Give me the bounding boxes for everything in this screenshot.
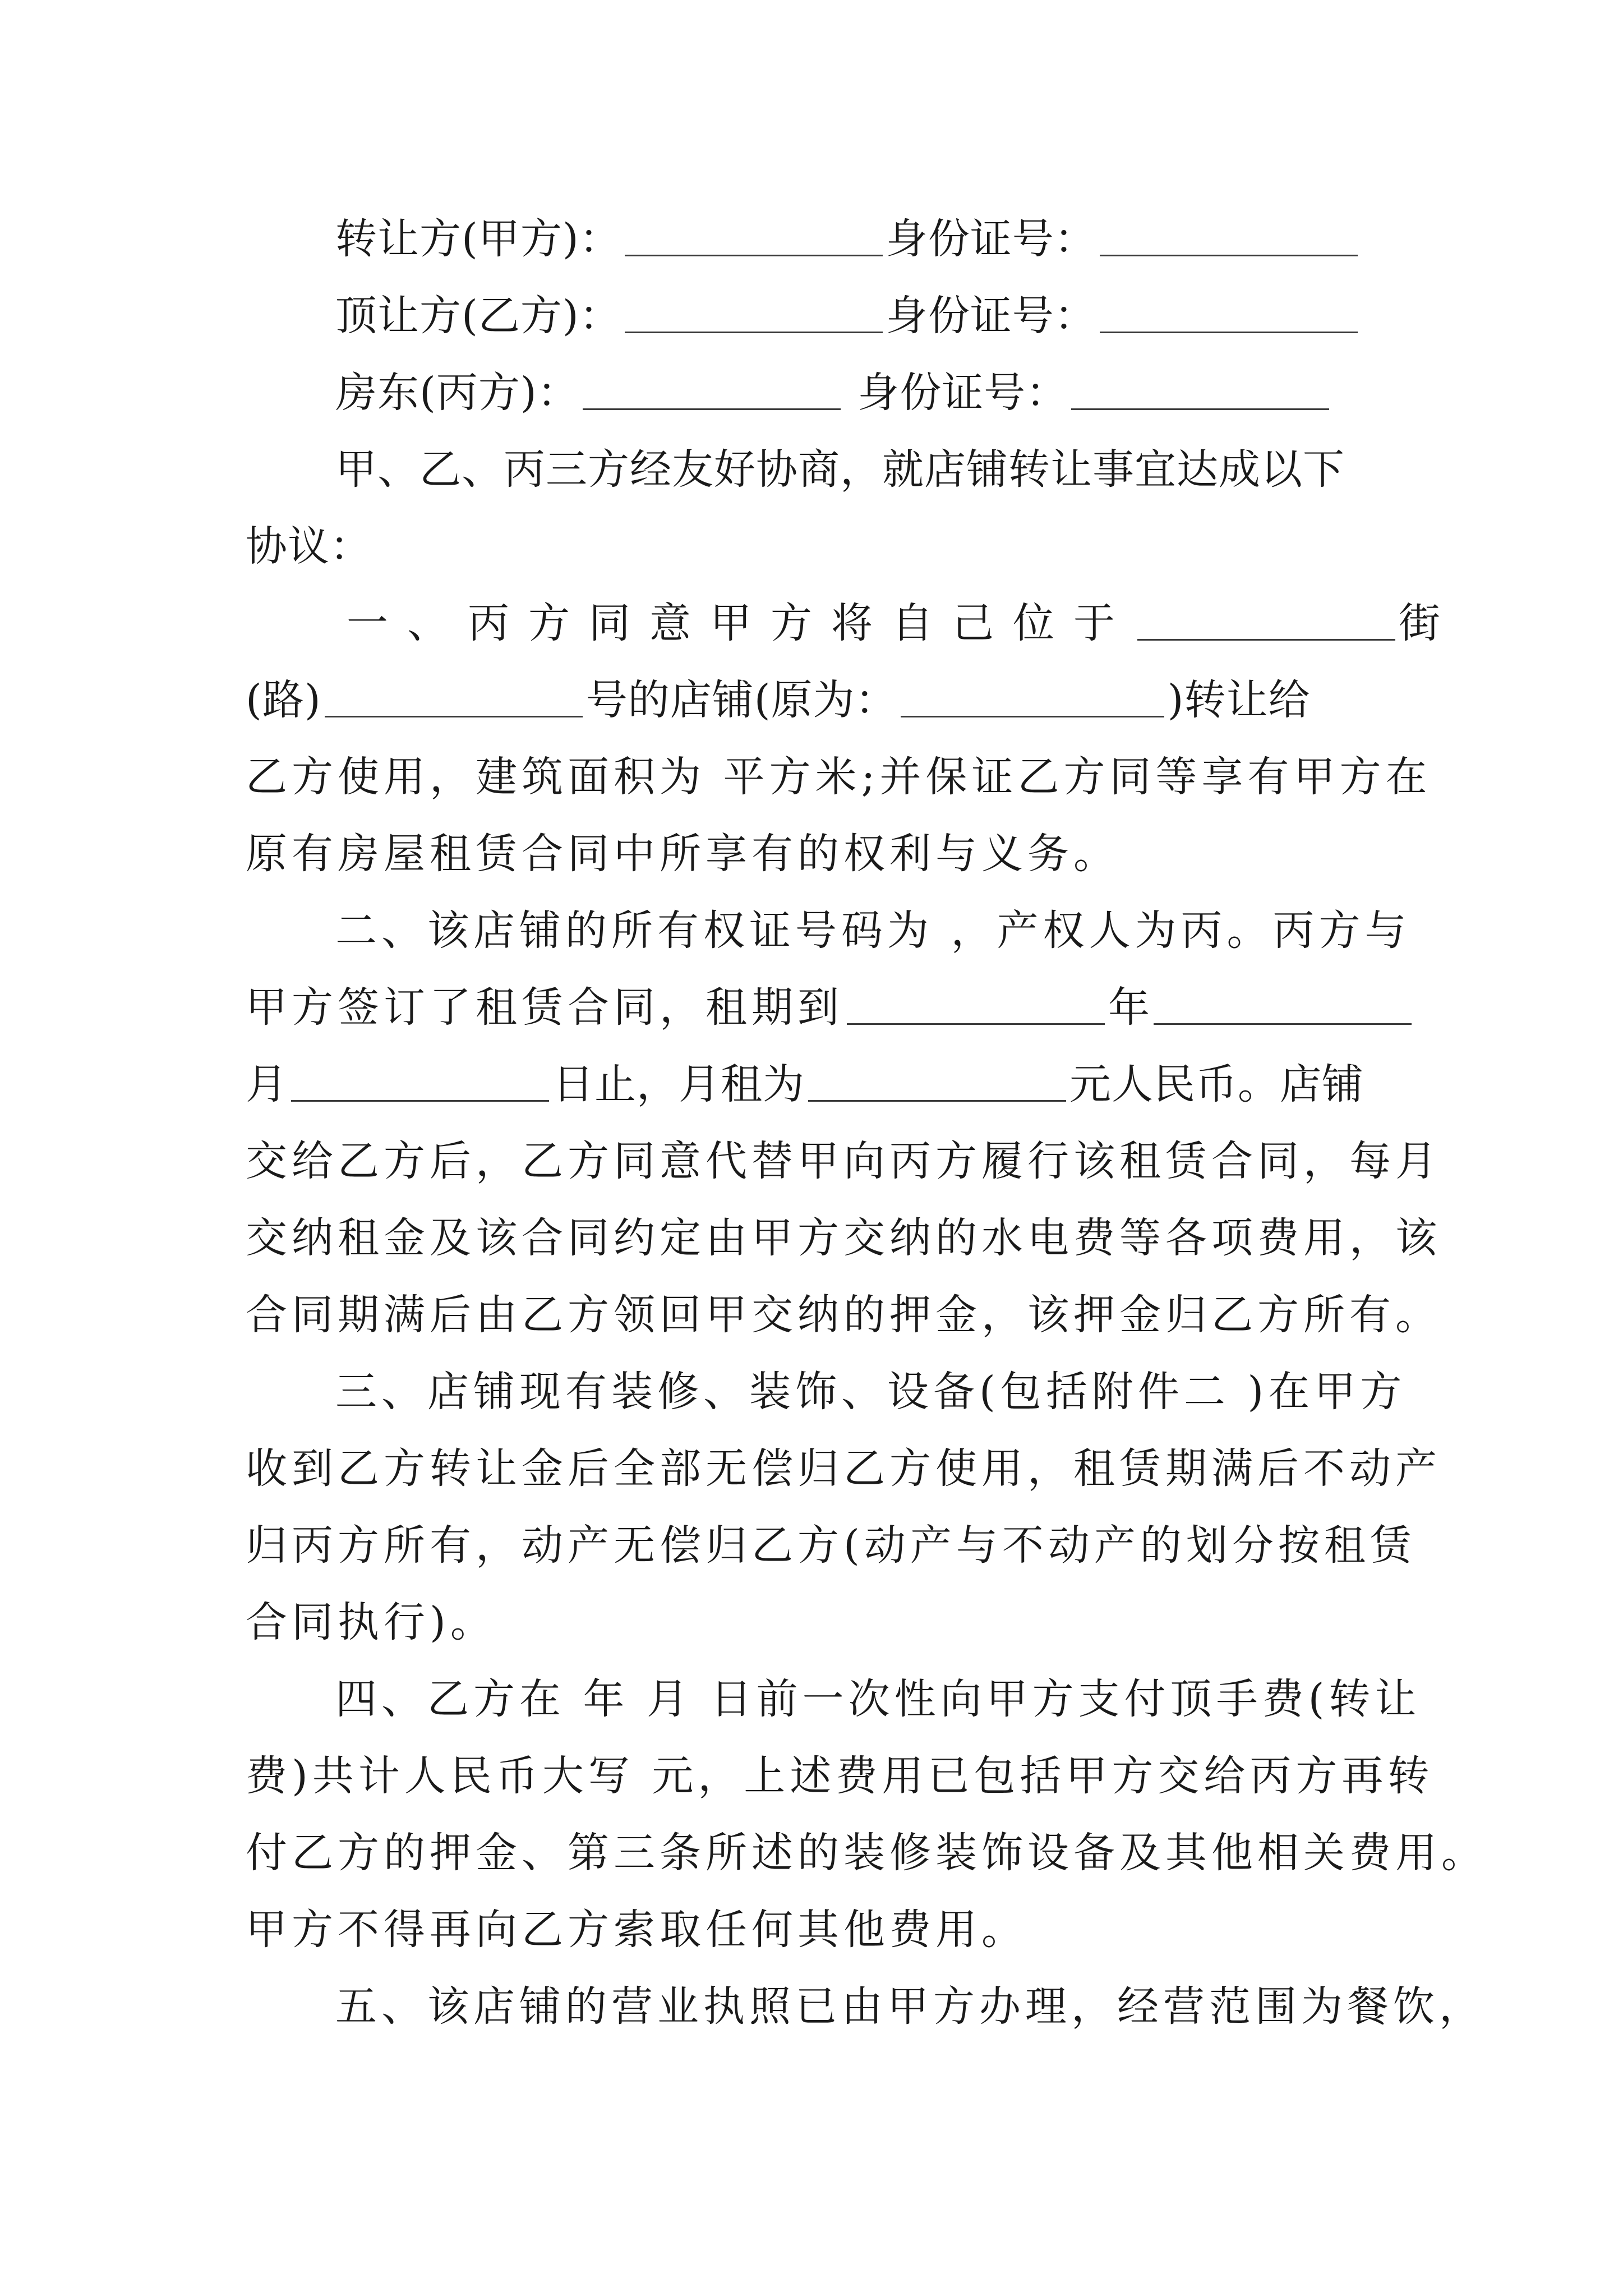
clause1-text-2a: (路) xyxy=(246,676,321,724)
clause5-text-1: 五、该店铺的营业执照已由甲方办理，经营范围为餐饮， xyxy=(335,1982,1485,2031)
clause1-text-3: 乙方使用，建筑面积为 平方米;并保证乙方同等享有甲方在 xyxy=(246,753,1432,801)
clause2-line-1 xyxy=(246,892,1411,969)
landlord-name-blank xyxy=(583,375,841,410)
landlord-id-label: 身份证号： xyxy=(857,369,1068,417)
clause3-text-4: 合同执行)。 xyxy=(246,1598,496,1646)
clause2-line-4 xyxy=(246,1123,1441,1200)
clause1-text-4: 原有房屋租赁合同中所享有的权利与义务。 xyxy=(246,830,1119,878)
clause2-text-4: 交给乙方后，乙方同意代替甲向丙方履行该租赁合同，每月 xyxy=(246,1137,1441,1185)
intro-line-1 xyxy=(246,431,1390,508)
house-number-blank xyxy=(325,682,583,717)
clause2-text-2a: 甲方签订了租赁合同，租期到 xyxy=(246,983,843,1032)
clause4-line-3 xyxy=(246,1815,1487,1892)
clause3-text-2: 收到乙方转让金后全部无偿归乙方使用，租赁期满后不动产 xyxy=(246,1444,1441,1493)
clause2-text-1: 二、该店铺的所有权证号码为 ，产权人为丙。丙方与 xyxy=(335,907,1411,955)
clause2-text-3c: 元人民币。店铺 xyxy=(1069,1060,1364,1108)
clause1-text-1a: 一、丙方同意甲方将自己位于 xyxy=(347,599,1134,647)
transferor-label: 转让方(甲方)： xyxy=(335,215,621,263)
clause2-text-3b: 日止，月租为 xyxy=(552,1060,805,1108)
clause4-line-1 xyxy=(246,1661,1421,1738)
clause1-line-2 xyxy=(246,662,1390,739)
landlord-id-blank xyxy=(1071,375,1329,410)
intro-line-2 xyxy=(246,508,1390,585)
clause1-text-2b: 号的店铺(原为： xyxy=(585,676,897,724)
lease-day-blank xyxy=(291,1066,549,1102)
clause1-line-1 xyxy=(246,585,1441,662)
clause4-text-1: 四、乙方在 年 月 日前一次性向甲方支付顶手费(转让 xyxy=(335,1675,1421,1723)
transferor-name-blank xyxy=(625,221,883,256)
transferor-line xyxy=(246,201,1390,278)
clause2-text-5: 交纳租金及该合同约定由甲方交纳的水电费等各项费用，该 xyxy=(246,1214,1441,1262)
lease-year-blank xyxy=(847,990,1105,1025)
clause2-text-3a: 月 xyxy=(246,1060,288,1108)
clause4-text-3: 付乙方的押金、第三条所述的装修装饰设备及其他相关费用。 xyxy=(246,1829,1487,1877)
transferee-id-blank xyxy=(1100,298,1358,333)
clause2-text-2b: 年 xyxy=(1108,983,1150,1032)
intro-text-1: 甲、乙、丙三方经友好协商，就店铺转让事宜达成以下 xyxy=(335,445,1345,494)
transferee-line xyxy=(246,278,1390,355)
clause1-text-2c: )转让给 xyxy=(1167,676,1311,724)
clause2-line-5 xyxy=(246,1200,1441,1277)
clause3-line-3 xyxy=(246,1507,1416,1584)
clause3-text-3: 归丙方所有，动产无偿归乙方(动产与不动产的划分按租赁 xyxy=(246,1521,1416,1570)
transferor-id-label: 身份证号： xyxy=(886,215,1096,263)
clause5-line-1 xyxy=(246,1968,1485,2045)
clause3-text-1: 三、店铺现有装修、装饰、设备(包括附件二 )在甲方 xyxy=(335,1368,1407,1416)
clause4-text-2: 费)共计人民币大写 元，上述费用已包括甲方交给丙方再转 xyxy=(246,1752,1434,1800)
clause2-line-3 xyxy=(246,1046,1390,1123)
transferee-name-blank xyxy=(625,298,883,333)
clause1-line-3 xyxy=(246,739,1432,816)
intro-text-2: 协议： xyxy=(246,522,372,570)
transferee-id-label: 身份证号： xyxy=(886,292,1096,340)
lease-month-blank xyxy=(1154,990,1412,1025)
clause4-line-4 xyxy=(246,1892,1390,1968)
contract-body xyxy=(246,201,1487,2045)
clause1-text-1b: 街 xyxy=(1399,599,1441,647)
clause2-line-6 xyxy=(246,1277,1441,1354)
landlord-line xyxy=(246,355,1390,431)
transferor-id-blank xyxy=(1100,221,1358,256)
clause1-line-4 xyxy=(246,816,1390,892)
clause3-line-2 xyxy=(246,1430,1441,1507)
clause2-line-2 xyxy=(246,969,1390,1046)
clause3-line-4 xyxy=(246,1584,1390,1661)
original-use-blank xyxy=(901,682,1164,717)
clause4-line-2 xyxy=(246,1738,1434,1815)
landlord-label: 房东(丙方)： xyxy=(335,369,579,417)
monthly-rent-blank xyxy=(808,1066,1066,1102)
clause2-text-6: 合同期满后由乙方领回甲交纳的押金，该押金归乙方所有。 xyxy=(246,1291,1441,1339)
clause4-text-4: 甲方不得再向乙方索取任何其他费用。 xyxy=(246,1906,1027,1954)
transferee-label: 顶让方(乙方)： xyxy=(335,292,621,340)
street-blank xyxy=(1137,605,1395,641)
clause3-line-1 xyxy=(246,1354,1407,1430)
